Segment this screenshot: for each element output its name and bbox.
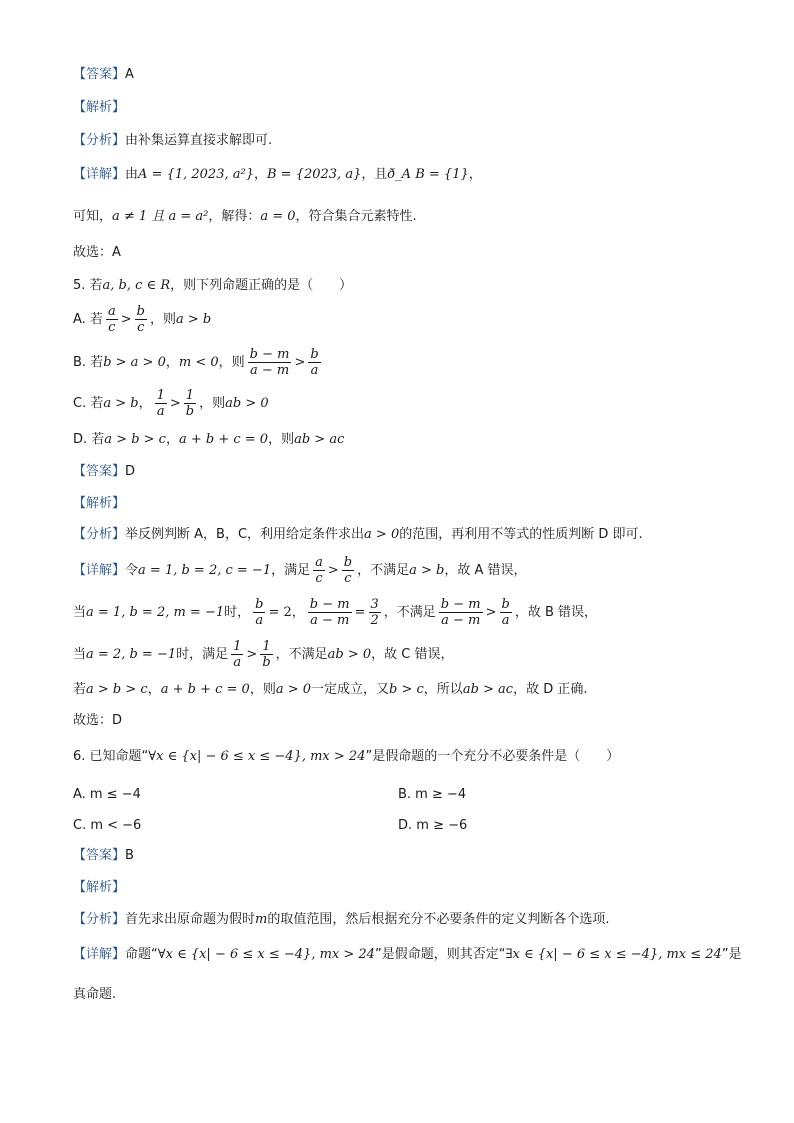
q4-analysis-line [73, 98, 125, 118]
q4-fenxi-text: 由补集运算直接求解即可. [125, 133, 273, 148]
q5-xj4-mid2: 一定成立，又 [311, 682, 390, 697]
frac-num: 3 [370, 597, 379, 612]
frac-den: a [310, 363, 319, 378]
fraction [184, 388, 196, 419]
q4-xj-text: 由 [125, 167, 139, 182]
fraction [155, 388, 167, 419]
frac-den: b [262, 655, 271, 670]
frac-den: a [501, 613, 510, 628]
q4-complement: ð_A B = {1} [387, 167, 469, 182]
xiangjie-label: 【详解】 [73, 947, 126, 962]
q5-opt-d-pre: D. 若 [73, 432, 105, 447]
q5-xj4-pre: 若 [73, 682, 87, 697]
frac-num: 1 [156, 388, 165, 403]
q5-option-d [73, 430, 344, 450]
fraction [342, 555, 354, 586]
fraction [260, 639, 272, 670]
fraction [308, 597, 352, 628]
q4-line2-math2: a = 0 [260, 209, 296, 224]
q4-line2-end: ，符合集合元素特性. [295, 209, 417, 224]
q5-fenxi-pre: 举反例判断 A，B，C，利用给定条件求出 [125, 527, 365, 542]
q6-xj-pre: 命题“ [125, 947, 158, 962]
q5-xj3-mid: 时，满足 [176, 647, 229, 662]
xiangjie-label: 【详解】 [73, 563, 126, 578]
fraction [369, 597, 381, 628]
q4-xj-end: ， [468, 167, 482, 182]
answer-label: 【答案】 [73, 67, 126, 82]
q5-stem-pre: 5. 若 [73, 278, 103, 293]
analysis-label: 【解析】 [73, 496, 126, 511]
q6-xiangjie-line2: 真命题. [73, 987, 117, 1002]
q5-xj1-end: ，故 A 错误， [444, 563, 527, 578]
q5-opt-b-pre: B. 若 [73, 355, 104, 370]
q5-fenxi-line [73, 525, 643, 545]
q5-option-b: B. 若b > a > 0，m < 0，则 $\frac{b - m}{a - m}$ > $\frac{b}{a}$ [73, 347, 319, 378]
q6-fenxi-line [73, 910, 610, 930]
q5-opt-b-math1: b > a > 0 [103, 355, 166, 370]
q4-set-a: A = {1, 2023, a²} [138, 167, 254, 182]
frac-den: c [108, 320, 116, 335]
fenxi-label: 【分析】 [73, 527, 126, 542]
q6-fenxi-math: m [255, 912, 268, 927]
q5-answer: D [125, 464, 136, 479]
q5-opt-a-mid: ，则 [149, 312, 176, 327]
q5-opt-c-mid: ，则 [199, 396, 226, 411]
q6-xj-math2: ∃x ∈ {x| − 6 ≤ x ≤ −4}, mx ≤ 24 [505, 947, 722, 962]
q5-stem-end: ，则下列命题正确的是（ ） [170, 278, 353, 293]
frac-den: a − m [310, 613, 350, 628]
q5-xj2-eq: = 2 [268, 605, 292, 620]
q6-fenxi-pre: 首先求出原命题为假时 [125, 912, 256, 927]
fenxi-label: 【分析】 [73, 133, 126, 148]
answer-label: 【答案】 [73, 464, 126, 479]
q5-xiangjie-3: 当a = 2, b = −1时，满足 $\frac{1}{a}$ > $\frac{1}{b}$ ，不满足ab > 0，故 C 错误， [73, 639, 454, 670]
q6-stem [73, 747, 619, 767]
q6-option-c: C. m < −6 [73, 818, 142, 833]
q5-opt-b-math2: m < 0 [178, 355, 219, 370]
frac-num: a [315, 555, 323, 570]
frac-num: b − m [249, 347, 290, 362]
q5-opt-d-math2: a + b + c = 0 [178, 432, 269, 447]
frac-num: b − m [309, 597, 350, 612]
q5-xj4-sep: ， [147, 682, 161, 697]
q5-xj2-math: a = 1, b = 2, m = −1 [86, 605, 225, 620]
q5-xj3-end: ，故 C 错误， [371, 647, 454, 662]
frac-den: c [315, 571, 323, 586]
q5-choose: 故选：D [73, 713, 123, 728]
frac-num: b [255, 597, 264, 612]
q6-stem-math: ∀x ∈ {x| − 6 ≤ x ≤ −4}, mx > 24 [148, 749, 366, 764]
q4-line2 [73, 207, 417, 227]
frac-num: b [343, 555, 353, 570]
frac-num: a [107, 304, 116, 319]
answer-label: 【答案】 [73, 848, 126, 863]
fraction [135, 304, 147, 335]
q4-xj-sep: ， [253, 167, 267, 182]
q4-answer-line [73, 65, 134, 85]
q6-xiangjie-line [73, 945, 742, 965]
q6-analysis-line [73, 878, 125, 898]
q6-stem-end: ”是假命题的一个充分不必要条件是（ ） [365, 749, 620, 764]
q5-opt-c-pre: C. 若 [73, 396, 104, 411]
q4-choose: 故选：A [73, 245, 121, 260]
frac-den: a − m [441, 613, 481, 628]
q5-opt-d-math1: a > b > c [104, 432, 166, 447]
q5-xj2-pre: 当 [73, 605, 87, 620]
fraction [106, 304, 118, 335]
frac-den: a [255, 613, 264, 628]
q5-xj4-end: ，故 D 正确. [513, 682, 588, 697]
q5-opt-d-mid: ，则 [268, 432, 295, 447]
q5-xiangjie-4 [73, 680, 588, 700]
q5-xiangjie-1: 【详解】令a = 1, b = 2, c = −1，满足 $\frac{a}{c}$ > $\frac{b}{c}$ ，不满足a > b，故 A 错误， [73, 555, 527, 586]
q5-stem [73, 276, 352, 296]
q5-xj4-math3: a > 0 [275, 682, 312, 697]
q5-xj3-pre: 当 [73, 647, 87, 662]
q5-answer-line [73, 462, 135, 482]
q5-xj4-math5: ab > ac [462, 682, 514, 697]
q6-stem-pre: 6. 已知命题“ [73, 749, 149, 764]
frac-den: a − m [249, 363, 290, 378]
q5-fenxi-math: a > 0 [364, 527, 400, 542]
q4-line2-math: a ≠ 1 且 a = a² [112, 209, 209, 224]
frac-num: 1 [260, 639, 272, 655]
q4-xj-mid: ，且 [361, 167, 388, 182]
q4-set-b: B = {2023, a} [266, 167, 362, 182]
fraction [313, 555, 325, 586]
q4-answer: A [125, 67, 134, 82]
q5-stem-math: a, b, c ∈ R [102, 278, 171, 293]
q6-option-a: A. m ≤ −4 [73, 787, 141, 802]
fraction [253, 597, 265, 628]
q6-xj-math1: ∀x ∈ {x| − 6 ≤ x ≤ −4}, mx > 24 [157, 947, 375, 962]
q5-opt-d-sep: ， [165, 432, 179, 447]
xiangjie-label: 【详解】 [73, 167, 126, 182]
q5-xj4-mid: ，则 [249, 682, 276, 697]
q5-opt-d-math3: ab > ac [294, 432, 345, 447]
frac-num: b [501, 597, 510, 612]
q5-xj3-math: a = 2, b = −1 [86, 647, 177, 662]
q5-xj1-pre: 令 [125, 563, 139, 578]
q5-xj4-math1: a > b > c [86, 682, 148, 697]
q5-xj4-math2: a + b + c = 0 [160, 682, 250, 697]
q5-opt-a-pre: A. 若 [73, 312, 103, 327]
analysis-label: 【解析】 [73, 880, 126, 895]
q4-fenxi-line [73, 131, 272, 151]
q5-analysis-line [73, 494, 125, 514]
q6-option-d: D. m ≥ −6 [398, 818, 468, 833]
q5-fenxi-end: 的范围，再利用不等式的性质判断 D 即可. [399, 527, 643, 542]
q6-answer-line [73, 846, 134, 866]
q5-opt-c-sep: ， [138, 396, 152, 411]
frac-num: b [136, 304, 145, 319]
frac-den: 2 [370, 613, 379, 628]
frac-den: a [233, 655, 242, 670]
fenxi-label: 【分析】 [73, 912, 126, 927]
frac-num: 1 [184, 388, 196, 404]
q4-xiangjie-line [73, 165, 482, 185]
q5-option-c: C. 若a > b， $\frac{1}{a}$ > $\frac{1}{b}$ ，则ab > 0 [73, 388, 269, 419]
fraction [500, 597, 512, 628]
q5-xj2-sep: ， [291, 605, 305, 620]
q5-xj3-mid2: ，不满足 [275, 647, 328, 662]
fraction [231, 639, 243, 670]
fraction [308, 347, 320, 378]
fraction [439, 597, 483, 628]
q5-opt-c-math2: ab > 0 [225, 396, 269, 411]
q5-xiangjie-2: 当a = 1, b = 2, m = −1时， $\frac{b}{a}$ = 2， $\frac{b - m}{a - m}$ = $\frac{3}{2}$ ，不满足 $\frac{b - m}{a - m}$ > $\frac{b}{a}$ ，故 B 错误， [73, 597, 598, 628]
frac-den: c [137, 320, 145, 335]
q5-opt-a-math: a > b [175, 312, 212, 327]
q5-xj4-mid3: ，所以 [423, 682, 463, 697]
q5-xj1-mid2: ，不满足 [357, 563, 410, 578]
q4-line2-pre: 可知， [73, 209, 113, 224]
frac-den: b [185, 404, 195, 419]
q6-option-b: B. m ≥ −4 [398, 787, 467, 802]
q4-line2-mid: ，解得： [208, 209, 261, 224]
q5-xj1-mid: ，满足 [271, 563, 311, 578]
q5-opt-b-sep: ， [165, 355, 179, 370]
frac-den: c [344, 571, 352, 586]
q5-xj2-eq2: = [354, 605, 366, 620]
q5-xj2-mid: 时， [224, 605, 251, 620]
q5-opt-c-math1: a > b [103, 396, 139, 411]
analysis-label: 【解析】 [73, 100, 126, 115]
q5-xj4-math4: b > c [389, 682, 424, 697]
fraction [248, 347, 292, 378]
frac-num: b − m [440, 597, 481, 612]
q6-answer: B [125, 848, 134, 863]
q6-fenxi-end: 的取值范围，然后根据充分不必要条件的定义判断各个选项. [267, 912, 610, 927]
q5-opt-b-mid: ，则 [218, 355, 245, 370]
q6-xj-mid: ”是假命题，则其否定“ [374, 947, 506, 962]
q5-xj3-math2: ab > 0 [327, 647, 372, 662]
q5-xj2-end: ，故 B 错误， [514, 605, 598, 620]
q5-option-a: A. 若 $\frac{a}{c}$ > $\frac{b}{c}$ ，则a > b [73, 304, 212, 335]
q5-xj2-mid2: ，不满足 [383, 605, 436, 620]
q5-xj1-math2: a > b [409, 563, 445, 578]
q6-xj-end: ”是 [721, 947, 742, 962]
frac-num: 1 [233, 639, 242, 654]
q5-xj1-math: a = 1, b = 2, c = −1 [138, 563, 272, 578]
frac-den: a [156, 404, 165, 419]
frac-num: b [310, 347, 319, 362]
